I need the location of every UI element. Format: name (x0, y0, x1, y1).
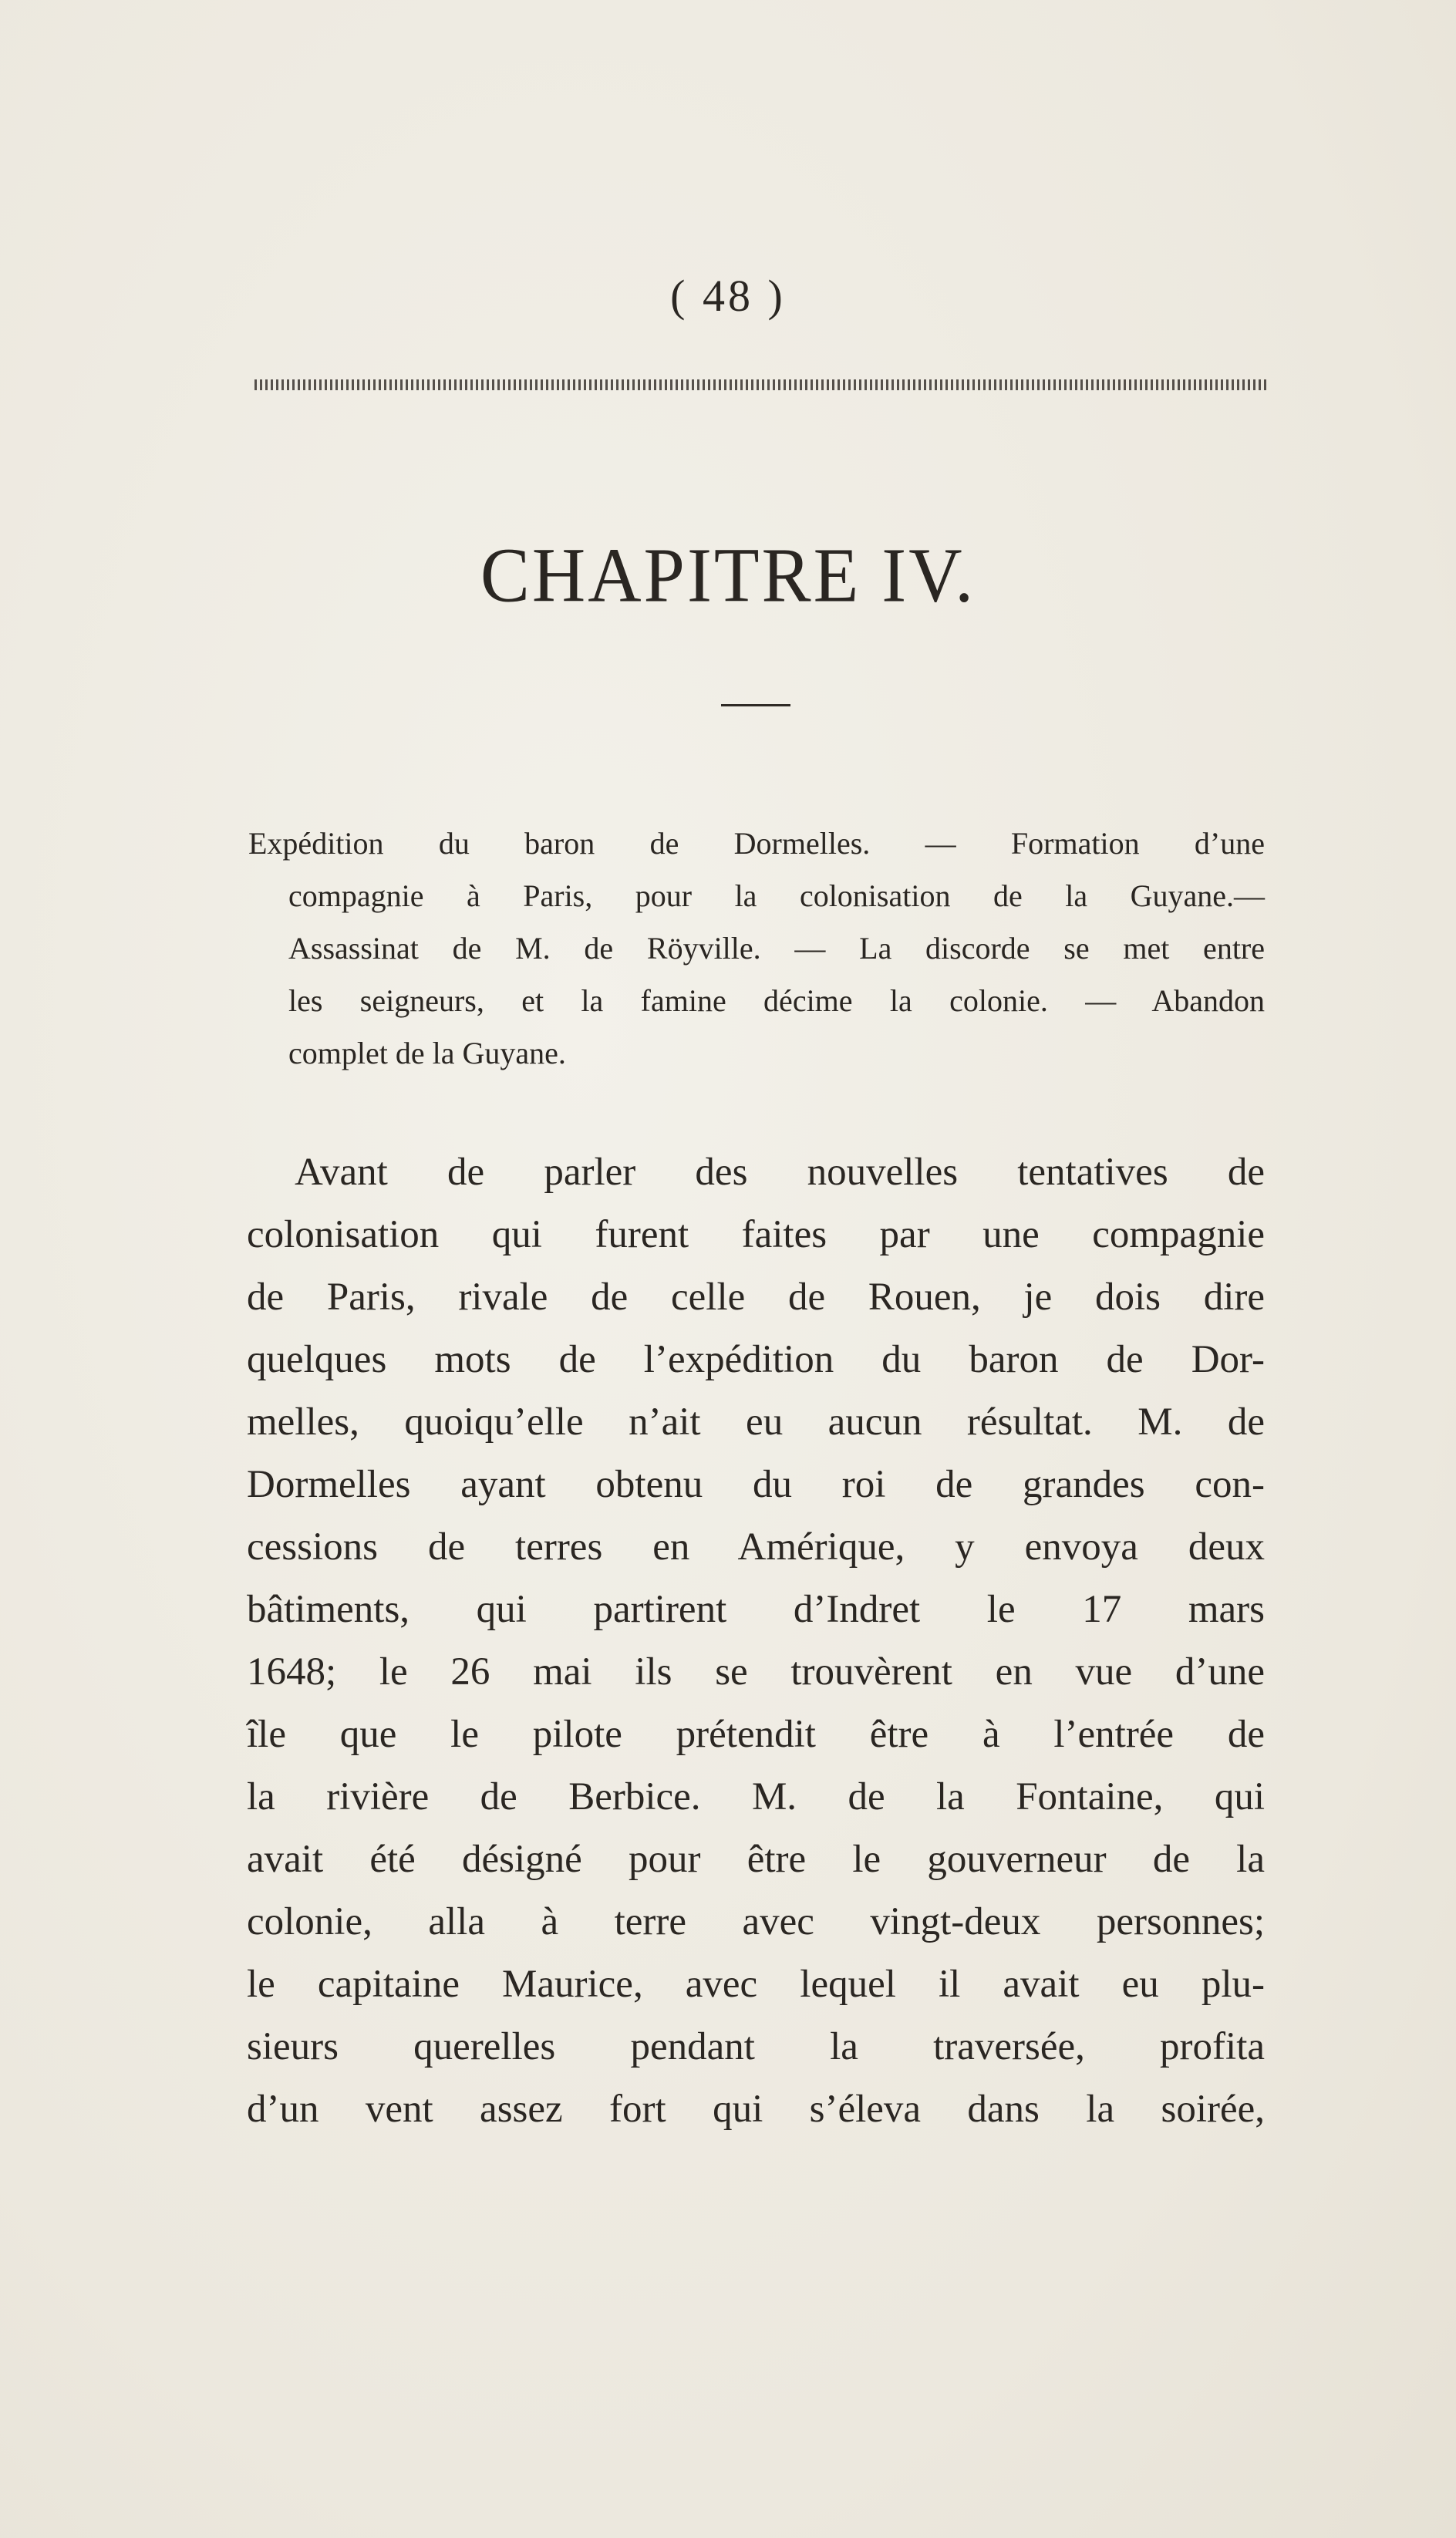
body-line: île que le pilote prétendit être à l’entrée de (247, 1713, 1265, 1756)
body-line: cessions de terres en Amérique, y envoya deux (247, 1525, 1265, 1569)
title-divider (721, 704, 790, 706)
body-line: colonie, alla à terre avec vingt-deux personnes; (247, 1900, 1265, 1943)
summary-line: complet de la Guyane. (288, 1036, 566, 1070)
chapter-title: CHAPITRE IV. (480, 531, 976, 618)
summary-line: les seigneurs, et la famine décime la colonie. — Abandon (288, 983, 1265, 1018)
body-paragraph (247, 1141, 1265, 2141)
body-line: quelques mots de l’expédition du baron de Dor- (247, 1338, 1265, 1381)
body-line: Avant de parler des nouvelles tentatives de (295, 1151, 1265, 1194)
ornamental-rule (254, 379, 1266, 390)
chapter-summary (248, 817, 1265, 1080)
summary-line: Expédition du baron de Dormelles. — Formation d’une (248, 826, 1265, 861)
body-line: la rivière de Berbice. M. de la Fontaine, qui (247, 1775, 1265, 1818)
body-line: 1648; le 26 mai ils se trouvèrent en vue d’une (247, 1650, 1265, 1694)
summary-line: Assassinat de M. de Röyville. — La discorde se met entre (288, 931, 1265, 966)
body-line: melles, quoiqu’elle n’ait eu aucun résultat. M. de (247, 1400, 1265, 1444)
body-line: d’un vent assez fort qui s’éleva dans la soirée, (247, 2088, 1265, 2131)
body-line: Dormelles ayant obtenu du roi de grandes con- (247, 1463, 1265, 1506)
page-number: ( 48 ) (670, 271, 786, 321)
summary-line: compagnie à Paris, pour la colonisation de la Guyane.— (288, 878, 1265, 913)
body-line: de Paris, rivale de celle de Rouen, je dois dire (247, 1276, 1265, 1319)
body-line: colonisation qui furent faites par une compagnie (247, 1213, 1265, 1256)
body-line: bâtiments, qui partirent d’Indret le 17 mars (247, 1588, 1265, 1631)
body-line: le capitaine Maurice, avec lequel il avait eu plu- (247, 1963, 1265, 2006)
body-line: avait été désigné pour être le gouverneur de la (247, 1838, 1265, 1881)
body-line: sieurs querelles pendant la traversée, profita (247, 2025, 1265, 2068)
